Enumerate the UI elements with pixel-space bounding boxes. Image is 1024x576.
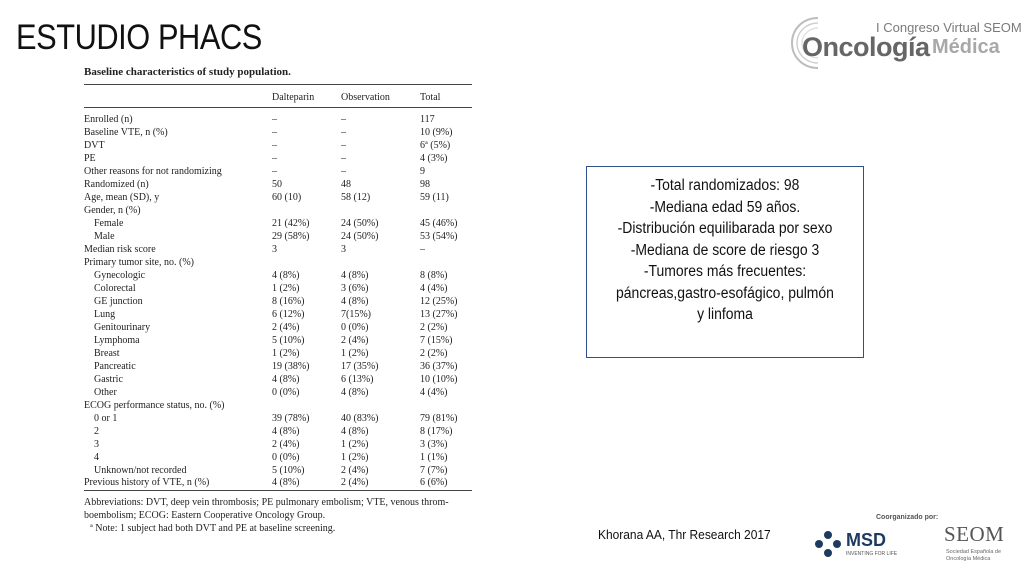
row-label: Baseline VTE, n (%) bbox=[84, 126, 168, 138]
table-row bbox=[84, 108, 472, 127]
row-label: Lung bbox=[94, 308, 116, 320]
row-label: Enrolled (n) bbox=[84, 114, 133, 125]
cell-total: 2 (2%) bbox=[420, 347, 448, 359]
cell-total: 4 (4%) bbox=[420, 282, 448, 294]
congress-name-part1: Oncología bbox=[802, 32, 930, 62]
table-row bbox=[84, 373, 472, 386]
cell-dalteparin: 2 (4%) bbox=[272, 321, 300, 333]
summary-line: páncreas,gastro-esofágico, pulmón bbox=[616, 284, 834, 302]
cell-observation: 6 (13%) bbox=[341, 373, 374, 385]
cell-total: 10 (9%) bbox=[420, 126, 453, 138]
cell-dalteparin: – bbox=[272, 139, 277, 151]
row-label: 2 bbox=[94, 425, 99, 437]
cell-dalteparin: – bbox=[272, 126, 277, 138]
table-row bbox=[84, 308, 472, 321]
cell-total: 2 (2%) bbox=[420, 321, 448, 333]
cell-total: 8 (17%) bbox=[420, 425, 453, 437]
cell-total: 4 (3%) bbox=[420, 152, 448, 164]
summary-line: -Total randomizados: 98 bbox=[650, 177, 800, 194]
row-label: DVT bbox=[84, 139, 105, 151]
row-label: Genitourinary bbox=[94, 321, 151, 333]
summary-line: -Mediana edad 59 años. bbox=[649, 198, 801, 216]
cell-observation: – bbox=[341, 139, 346, 151]
cell-dalteparin: 39 (78%) bbox=[272, 412, 310, 424]
cell-total: 53 (54%) bbox=[420, 230, 458, 242]
cell-observation: 24 (50%) bbox=[341, 217, 379, 229]
cell-total: 7 (15%) bbox=[420, 334, 453, 346]
cell-total: 4 (4%) bbox=[420, 386, 448, 398]
table-row bbox=[84, 347, 472, 360]
row-label: 4 bbox=[94, 451, 99, 463]
row-label: Randomized (n) bbox=[84, 178, 149, 190]
cell-dalteparin: 21 (42%) bbox=[272, 217, 310, 229]
row-label: Breast bbox=[94, 347, 120, 359]
cell-dalteparin bbox=[272, 256, 341, 269]
cell-dalteparin: 5 (10%) bbox=[272, 464, 305, 476]
table-row bbox=[84, 295, 472, 308]
row-label: ECOG performance status, no. (%) bbox=[84, 399, 225, 411]
cell-observation: 4 (8%) bbox=[341, 386, 369, 398]
slide-title: ESTUDIO PHACS bbox=[16, 18, 262, 57]
table-row bbox=[84, 256, 472, 269]
citation: Khorana AA, Thr Research 2017 bbox=[598, 527, 771, 542]
cell-total: 1 (1%) bbox=[420, 451, 448, 463]
cell-dalteparin: 4 (8%) bbox=[272, 425, 300, 437]
seom-logo bbox=[944, 522, 1022, 572]
row-label: 0 or 1 bbox=[94, 412, 118, 424]
table-row bbox=[84, 282, 472, 295]
cell-dalteparin: – bbox=[272, 165, 277, 177]
msd-tagline: INVENTING FOR LIFE bbox=[846, 551, 898, 557]
table-row bbox=[84, 230, 472, 243]
msd-name: MSD bbox=[846, 530, 886, 550]
cell-dalteparin: 4 (8%) bbox=[272, 477, 300, 489]
table-row bbox=[84, 204, 472, 217]
seom-tagline: Sociedad Española de Oncología Médica bbox=[946, 549, 1002, 562]
cell-total: 59 (11) bbox=[420, 191, 449, 203]
table-row bbox=[84, 217, 472, 230]
cell-observation: 4 (8%) bbox=[341, 425, 369, 437]
cell-observation: 1 (2%) bbox=[341, 347, 369, 359]
row-label: Gastric bbox=[94, 373, 123, 385]
row-label: Gender, n (%) bbox=[84, 204, 141, 216]
cell-dalteparin: 19 (38%) bbox=[272, 360, 310, 372]
cell-observation: 3 bbox=[341, 243, 346, 255]
table-body bbox=[84, 108, 472, 491]
row-label: Other bbox=[94, 386, 117, 398]
summary-line: -Mediana de score de riesgo 3 bbox=[630, 241, 820, 259]
table-row bbox=[84, 178, 472, 191]
baseline-table bbox=[84, 84, 472, 491]
row-label: Age, mean (SD), y bbox=[84, 191, 160, 203]
cell-total: 10 (10%) bbox=[420, 373, 458, 385]
cell-total bbox=[420, 256, 472, 269]
cell-dalteparin: 60 (10) bbox=[272, 191, 302, 203]
cell-total: 9 bbox=[420, 165, 425, 177]
row-label: Colorectal bbox=[94, 282, 136, 294]
row-label: Female bbox=[94, 217, 124, 229]
cell-total: 79 (81%) bbox=[420, 412, 458, 424]
row-label: Primary tumor site, no. (%) bbox=[84, 256, 194, 268]
cell-observation: 24 (50%) bbox=[341, 230, 379, 242]
congress-name-part2: Médica bbox=[932, 36, 1000, 58]
table-row bbox=[84, 438, 472, 451]
congress-logo bbox=[788, 14, 1020, 72]
cell-dalteparin: 29 (58%) bbox=[272, 230, 310, 242]
msd-logo bbox=[814, 528, 926, 564]
table-row bbox=[84, 334, 472, 347]
cell-observation bbox=[341, 204, 420, 217]
row-label: Other reasons for not randomizing bbox=[84, 165, 222, 177]
cell-total: 117 bbox=[420, 114, 435, 125]
table-row bbox=[84, 191, 472, 204]
cell-total: 12 (25%) bbox=[420, 295, 458, 307]
cell-observation: 4 (8%) bbox=[341, 295, 369, 307]
table-row bbox=[84, 451, 472, 464]
cell-observation: 48 bbox=[341, 178, 351, 190]
table-row bbox=[84, 464, 472, 477]
cell-total: 7 (7%) bbox=[420, 464, 448, 476]
row-label: Pancreatic bbox=[94, 360, 136, 372]
cell-dalteparin: – bbox=[272, 114, 277, 125]
summary-line: y linfoma bbox=[697, 306, 753, 323]
table-row bbox=[84, 360, 472, 373]
cell-dalteparin: – bbox=[272, 152, 277, 164]
table-row bbox=[84, 321, 472, 334]
row-label: Lymphoma bbox=[94, 334, 140, 346]
table-row bbox=[84, 126, 472, 139]
cell-observation: 1 (2%) bbox=[341, 451, 369, 463]
cell-total: 6 (6%) bbox=[420, 477, 448, 489]
footnote-a: ª Note: 1 subject had both DVT and PE at baseline screening. bbox=[90, 522, 336, 534]
footnote-abbreviations-1: Abbreviations: DVT, deep vein thrombosis; PE pulmonary embolism; VTE, venous throm- bbox=[84, 496, 449, 508]
organized-by-label: Coorganizado por: bbox=[876, 514, 939, 521]
header-dalteparin: Dalteparin bbox=[272, 91, 315, 103]
cell-dalteparin: 1 (2%) bbox=[272, 282, 300, 294]
cell-observation: 2 (4%) bbox=[341, 464, 369, 476]
cell-observation: 3 (6%) bbox=[341, 282, 369, 294]
cell-observation: 58 (12) bbox=[341, 191, 371, 203]
cell-observation: 4 (8%) bbox=[341, 269, 369, 281]
cell-total bbox=[420, 399, 472, 412]
row-label: GE junction bbox=[94, 295, 143, 307]
cell-dalteparin: 0 (0%) bbox=[272, 386, 300, 398]
table-header-row bbox=[84, 85, 472, 108]
table-row bbox=[84, 477, 472, 490]
cell-observation: – bbox=[341, 165, 346, 177]
cell-dalteparin: 1 (2%) bbox=[272, 347, 300, 359]
table-row bbox=[84, 152, 472, 165]
table-row bbox=[84, 412, 472, 425]
table-caption: Baseline characteristics of study population. bbox=[84, 66, 291, 78]
cell-total: 98 bbox=[420, 178, 430, 190]
header-observation: Observation bbox=[341, 91, 390, 103]
table-row bbox=[84, 243, 472, 256]
cell-dalteparin: 4 (8%) bbox=[272, 269, 300, 281]
cell-dalteparin: 2 (4%) bbox=[272, 438, 300, 450]
cell-total: 45 (46%) bbox=[420, 217, 458, 229]
row-label: PE bbox=[84, 152, 96, 164]
header-empty bbox=[84, 85, 272, 108]
cell-total: 13 (27%) bbox=[420, 308, 458, 320]
cell-dalteparin: 8 (16%) bbox=[272, 295, 305, 307]
cell-dalteparin: 50 bbox=[272, 178, 282, 190]
summary-box bbox=[586, 166, 864, 358]
table-row bbox=[84, 425, 472, 438]
cell-observation bbox=[341, 399, 420, 412]
row-label: Median risk score bbox=[84, 243, 156, 255]
cell-total: 6ª (5%) bbox=[420, 139, 451, 151]
summary-line: -Tumores más frecuentes: bbox=[643, 263, 807, 280]
cell-observation: 1 (2%) bbox=[341, 438, 369, 450]
row-label: Gynecologic bbox=[94, 269, 146, 281]
table-row bbox=[84, 386, 472, 399]
baseline-table-figure bbox=[84, 66, 476, 535]
cell-total: 8 (8%) bbox=[420, 269, 448, 281]
cell-dalteparin: 6 (12%) bbox=[272, 308, 305, 320]
cell-dalteparin: 4 (8%) bbox=[272, 373, 300, 385]
footnote-abbreviations-2: boembolism; ECOG: Eastern Cooperative Oncology Group. bbox=[84, 509, 326, 521]
cell-observation: – bbox=[341, 152, 346, 164]
header-total: Total bbox=[420, 91, 441, 103]
table-row bbox=[84, 165, 472, 178]
cell-observation bbox=[341, 256, 420, 269]
row-label: Unknown/not recorded bbox=[94, 464, 187, 476]
cell-dalteparin: 3 bbox=[272, 243, 277, 255]
cell-total bbox=[420, 204, 472, 217]
cell-observation: 40 (83%) bbox=[341, 412, 379, 424]
cell-observation: – bbox=[341, 126, 346, 138]
table-footnotes bbox=[84, 496, 476, 535]
cell-dalteparin bbox=[272, 399, 341, 412]
table-row bbox=[84, 399, 472, 412]
cell-total: – bbox=[420, 243, 425, 255]
cell-total: 36 (37%) bbox=[420, 360, 458, 372]
cell-dalteparin bbox=[272, 204, 341, 217]
row-label: Male bbox=[94, 230, 115, 242]
cell-observation: 0 (0%) bbox=[341, 321, 369, 333]
cell-total: 3 (3%) bbox=[420, 438, 448, 450]
msd-emblem-icon bbox=[814, 530, 842, 558]
row-label: Previous history of VTE, n (%) bbox=[84, 477, 210, 489]
row-label: 3 bbox=[94, 438, 99, 450]
cell-observation: 2 (4%) bbox=[341, 334, 369, 346]
seom-name: SEOM bbox=[944, 522, 1005, 546]
table-row bbox=[84, 139, 472, 152]
cell-dalteparin: 0 (0%) bbox=[272, 451, 300, 463]
summary-line: -Distribución equilibarada por sexo bbox=[617, 220, 833, 237]
cell-dalteparin: 5 (10%) bbox=[272, 334, 305, 346]
cell-observation: – bbox=[341, 114, 346, 125]
cell-observation: 17 (35%) bbox=[341, 360, 379, 372]
cell-observation: 7(15%) bbox=[341, 308, 371, 320]
congress-name: I Congreso Virtual SEOM bbox=[876, 20, 1022, 35]
table-row bbox=[84, 269, 472, 282]
cell-observation: 2 (4%) bbox=[341, 477, 369, 489]
